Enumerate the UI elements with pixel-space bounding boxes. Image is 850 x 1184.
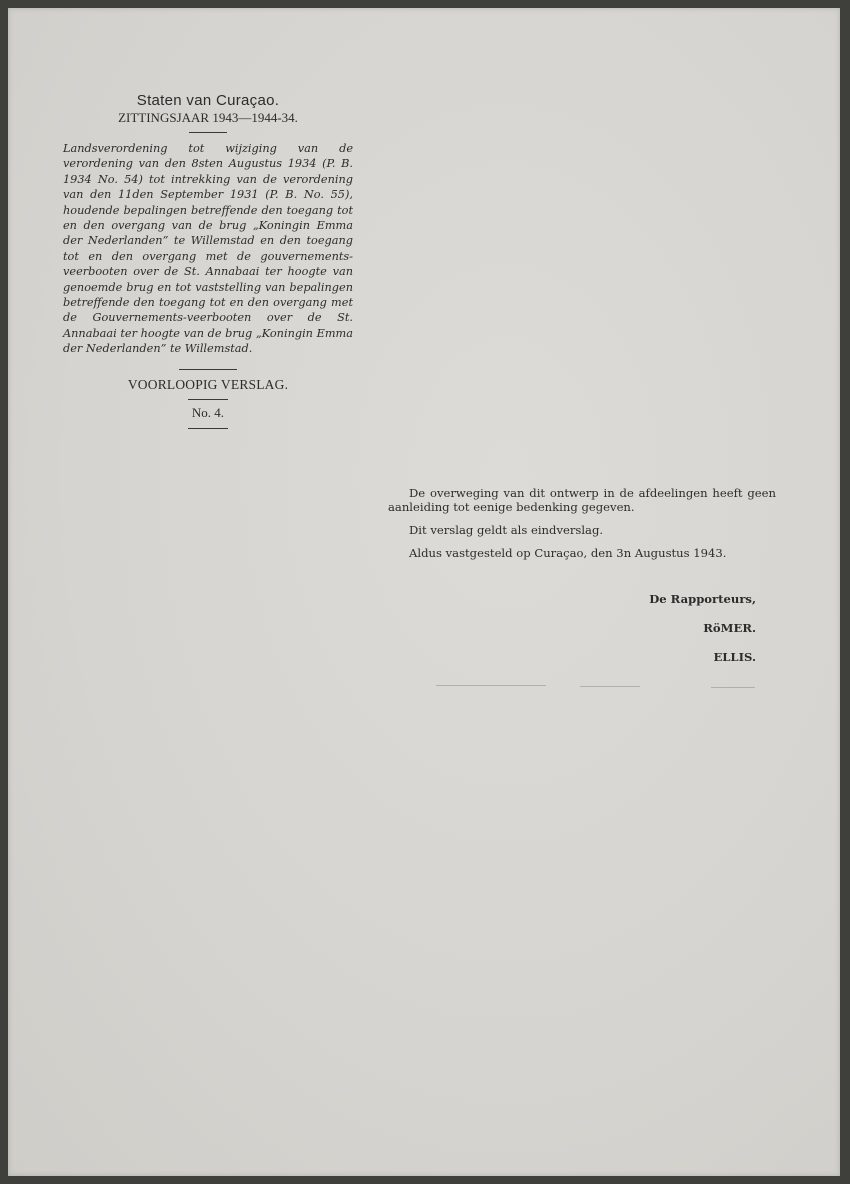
institution-title: Staten van Curaçao. <box>136 92 280 109</box>
document-page <box>8 8 840 1176</box>
document-header <box>63 92 353 437</box>
body-paragraph-1: De overweging van dit ontwerp in de afdeelingen heeft geen aanleiding tot eenige bedenking gegeven. <box>388 486 776 514</box>
signature-name-1: RöMER. <box>703 621 756 635</box>
faint-bleed-line <box>711 687 755 688</box>
body-paragraph-2: Dit verslag geldt als eindverslag. <box>409 523 604 537</box>
faint-bleed-line <box>436 685 546 686</box>
divider <box>188 399 228 400</box>
divider <box>189 132 227 133</box>
divider <box>188 428 228 429</box>
divider <box>179 369 237 370</box>
report-title: VOORLOOPIG VERSLAG. <box>127 376 289 392</box>
signature-heading: De Rapporteurs, <box>649 592 756 606</box>
faint-bleed-line <box>580 686 640 687</box>
body-paragraph-3: Aldus vastgesteld op Curaçao, den 3n Augustus 1943. <box>409 546 727 560</box>
report-body <box>388 486 776 664</box>
report-number: No. 4. <box>191 404 225 420</box>
ordinance-description: Landsverordening tot wijziging van de verordening van den 8sten Augustus 1934 (P. B. 1934 No. 54) tot intrekking van de verordening van den 11den September 1931 (P. B. No. 55), houdende bepalingen betreffende den toegang tot en den overgang van de brug „Koningin Emma der Nederlanden” te Willemstad en den toegang tot en den overgang met de gouvernements-veerbooten over de St. Annabaai ter hoogte van genoemde brug en tot vaststelling van bepalingen betreffende den toegang tot en den overgang met de Gouvernements-veerbooten over de St. Annabaai ter hoogte van de brug „Koningin Emma der Nederlanden” te Willemstad. <box>63 142 353 356</box>
signature-name-2: ELLIS. <box>713 650 756 664</box>
session-year: ZITTINGSJAAR 1943—1944-34. <box>118 110 298 125</box>
